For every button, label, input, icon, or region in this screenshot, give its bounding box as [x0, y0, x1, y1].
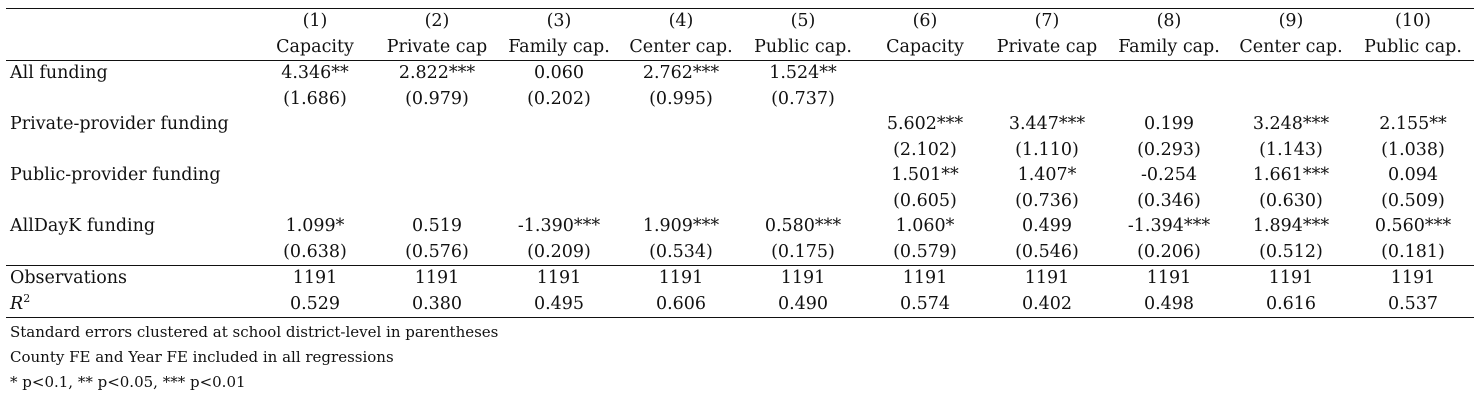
header-corner: [6, 9, 254, 35]
stat-value: 0.495: [498, 292, 620, 318]
stat-value: 1191: [1108, 266, 1230, 292]
header-corner: [6, 35, 254, 61]
coefficient-cell: 4.346**: [254, 61, 376, 87]
coefficient-cell: (0.737): [771, 88, 835, 109]
coefficient-cell: (0.209): [527, 241, 591, 262]
column-label: Private cap: [386, 36, 488, 57]
stat-value: 0.529: [254, 292, 376, 318]
row-label: All funding: [6, 61, 254, 87]
coefficient-cell: [864, 87, 986, 113]
coefficient-cell: [742, 189, 864, 215]
stat-value: 1191: [1352, 266, 1474, 292]
coefficient-cell: 1.909***: [642, 216, 720, 237]
note-fixed-effects: County FE and Year FE included in all regressions: [10, 348, 394, 366]
coefficient-cell: (0.736): [1015, 190, 1079, 211]
coefficient-cell: (0.576): [405, 241, 469, 262]
coefficient-cell: (0.630): [1259, 190, 1323, 211]
coefficient-cell: [254, 112, 376, 138]
column-number: (4): [620, 9, 742, 35]
coefficient-cell: 2.822***: [376, 61, 498, 87]
r-squared-label: [10, 291, 31, 314]
table-row: [6, 214, 1474, 240]
stat-value: 1191: [254, 266, 376, 292]
coefficient-cell: 0.519: [411, 216, 463, 237]
coefficient-cell: [620, 189, 742, 215]
row-label: Private-provider funding: [10, 114, 229, 135]
column-label: Capacity: [276, 36, 354, 57]
column-label: Family cap.: [508, 36, 610, 57]
stats-row: [6, 292, 1474, 318]
column-label: Family cap.: [1118, 36, 1220, 57]
stat-value: 1191: [376, 266, 498, 292]
coefficient-cell: [498, 163, 620, 189]
coefficient-cell: 0.560***: [1374, 216, 1452, 237]
coefficient-cell: (0.181): [1381, 241, 1445, 262]
coefficient-cell: [376, 189, 498, 215]
stat-value: 1191: [498, 266, 620, 292]
column-label: Center cap.: [629, 36, 733, 57]
stats-label: Observations: [6, 266, 254, 292]
coefficient-cell: 0.199: [1143, 114, 1195, 135]
coefficient-cell: [254, 163, 376, 189]
coefficient-cell: [498, 189, 620, 215]
table-row: [6, 112, 1474, 138]
coefficient-cell: [1230, 61, 1352, 87]
stat-value: 0.498: [1108, 292, 1230, 318]
row-label: [6, 240, 254, 266]
table-row: [6, 240, 1474, 266]
coefficient-cell: 0.094: [1387, 165, 1439, 186]
row-label: Public-provider funding: [10, 165, 221, 186]
coefficient-cell: (0.206): [1137, 241, 1201, 262]
column-number: (8): [1108, 9, 1230, 35]
coefficient-cell: [742, 112, 864, 138]
stat-value: 1191: [986, 266, 1108, 292]
stat-value: 1191: [864, 266, 986, 292]
coefficient-cell: (0.579): [893, 241, 957, 262]
column-number: (9): [1230, 9, 1352, 35]
coefficient-cell: (0.202): [527, 88, 591, 109]
coefficient-cell: (0.509): [1381, 190, 1445, 211]
coefficient-cell: 1.099*: [285, 216, 345, 237]
coefficient-cell: [376, 163, 498, 189]
stat-value: 0.380: [376, 292, 498, 318]
column-number: (5): [742, 9, 864, 35]
column-label: Public cap.: [1364, 36, 1462, 57]
coefficient-cell: (0.995): [649, 88, 713, 109]
coefficient-cell: [254, 189, 376, 215]
column-label: Private cap: [996, 36, 1098, 57]
coefficient-cell: 1.407*: [1017, 165, 1077, 186]
column-label: Public cap.: [754, 36, 852, 57]
coefficient-cell: [986, 87, 1108, 113]
column-number: (1): [254, 9, 376, 35]
coefficient-cell: (0.346): [1137, 190, 1201, 211]
coefficient-cell: (0.638): [283, 241, 347, 262]
stat-value: 0.606: [620, 292, 742, 318]
column-number: (10): [1352, 9, 1474, 35]
coefficient-cell: (0.534): [649, 241, 713, 262]
row-label: AllDayK funding: [10, 216, 156, 237]
coefficient-cell: (0.512): [1259, 241, 1323, 262]
coefficient-cell: (1.110): [1015, 139, 1079, 160]
stat-value: 0.616: [1230, 292, 1352, 318]
coefficient-cell: 1.661***: [1252, 165, 1330, 186]
stat-value: 0.574: [864, 292, 986, 318]
coefficient-cell: [1108, 87, 1230, 113]
coefficient-cell: [498, 138, 620, 164]
regression-table-container: [6, 8, 1474, 395]
coefficient-cell: (0.293): [1137, 139, 1201, 160]
coefficient-cell: [742, 163, 864, 189]
column-label: Center cap.: [1239, 36, 1343, 57]
column-number: (6): [864, 9, 986, 35]
stats-label: [6, 292, 254, 318]
coefficient-cell: (1.143): [1259, 139, 1323, 160]
coefficient-cell: [254, 138, 376, 164]
coefficient-cell: [1352, 61, 1474, 87]
column-number: (7): [986, 9, 1108, 35]
coefficient-cell: [1108, 61, 1230, 87]
stat-value: 0.490: [742, 292, 864, 318]
table-notes: [6, 320, 1474, 395]
header-row-numbers: [6, 9, 1474, 35]
coefficient-cell: 1.501**: [891, 165, 959, 186]
coefficient-cell: -0.254: [1140, 165, 1197, 186]
coefficient-cell: [376, 112, 498, 138]
note-significance: * p<0.1, ** p<0.05, *** p<0.01: [10, 373, 246, 391]
row-label: [6, 87, 254, 113]
column-number: (3): [498, 9, 620, 35]
table-row: [6, 138, 1474, 164]
coefficient-cell: [742, 138, 864, 164]
stat-value: 0.537: [1352, 292, 1474, 318]
coefficient-cell: (1.686): [283, 88, 347, 109]
table-row: [6, 163, 1474, 189]
coefficient-cell: [986, 61, 1108, 87]
coefficient-cell: [620, 138, 742, 164]
table-row: [6, 87, 1474, 113]
stat-value: 1191: [620, 266, 742, 292]
stat-value: 1191: [1230, 266, 1352, 292]
coefficient-cell: (0.546): [1015, 241, 1079, 262]
coefficient-cell: 5.602***: [886, 114, 964, 135]
header-row-labels: [6, 35, 1474, 61]
coefficient-cell: 0.060: [498, 61, 620, 87]
stat-value: 1191: [742, 266, 864, 292]
coefficient-cell: [1352, 87, 1474, 113]
coefficient-cell: 1.060*: [895, 216, 955, 237]
row-label: [6, 189, 254, 215]
coefficient-cell: 2.155**: [1379, 114, 1447, 135]
coefficient-cell: 3.248***: [1252, 114, 1330, 135]
coefficient-cell: [376, 138, 498, 164]
coefficient-cell: 0.499: [1021, 216, 1073, 237]
coefficient-cell: (0.175): [771, 241, 835, 262]
table-row: [6, 189, 1474, 215]
coefficient-cell: -1.390***: [517, 216, 601, 237]
table-row: [6, 61, 1474, 87]
coefficient-cell: 3.447***: [1008, 114, 1086, 135]
column-number: (2): [376, 9, 498, 35]
coefficient-cell: 1.894***: [1252, 216, 1330, 237]
coefficient-cell: (0.979): [405, 88, 469, 109]
column-label: Capacity: [886, 36, 964, 57]
note-standard-errors: Standard errors clustered at school district-level in parentheses: [10, 323, 499, 341]
coefficient-cell: 0.580***: [764, 216, 842, 237]
coefficient-cell: 2.762***: [620, 61, 742, 87]
coefficient-cell: -1.394***: [1127, 216, 1211, 237]
coefficient-cell: (2.102): [893, 139, 957, 160]
coefficient-cell: [1230, 87, 1352, 113]
coefficient-cell: (0.605): [893, 190, 957, 211]
coefficient-cell: [498, 112, 620, 138]
regression-table: [6, 8, 1474, 318]
row-label: [6, 138, 254, 164]
coefficient-cell: [864, 61, 986, 87]
stats-row: [6, 266, 1474, 292]
coefficient-cell: (1.038): [1381, 139, 1445, 160]
r-squared-exponent: 2: [23, 291, 31, 305]
coefficient-cell: 1.524**: [742, 61, 864, 87]
r-squared-base: R: [10, 293, 24, 314]
coefficient-cell: [620, 163, 742, 189]
coefficient-cell: [620, 112, 742, 138]
stat-value: 0.402: [986, 292, 1108, 318]
